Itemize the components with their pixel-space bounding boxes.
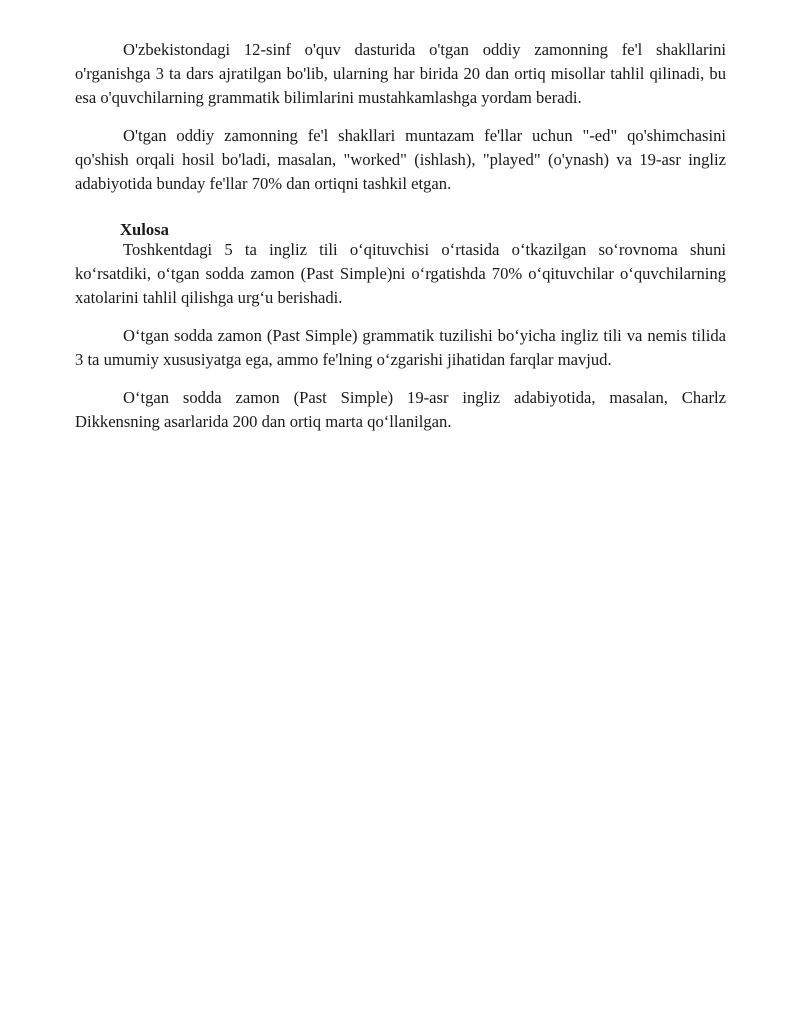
paragraph-survey: Toshkentdagi 5 ta ingliz tili o‘qituvchisi o‘rtasida o‘tkazilgan so‘rovnoma shuni ko‘rsatdiki, o‘tgan sodda zamon (Past Simple)ni o‘rgatishda 70% o‘qituvchilar o‘quvchilarning xatolarini tahlil qilishga urg‘u berishadi. — [75, 240, 726, 307]
paragraph-dickens: O‘tgan sodda zamon (Past Simple) 19-asr ingliz adabiyotida, masalan, Charlz Dikkensning asarlarida 200 dan ortiq marta qo‘llanilgan. — [75, 388, 726, 431]
paragraph-english-german: O‘tgan sodda zamon (Past Simple) grammatik tuzilishi bo‘yicha ingliz tili va nemis tilida 3 ta umumiy xususiyatga ega, ammo fe'lning o‘zgarishi jihatidan farqlar mavjud. — [75, 326, 726, 369]
conclusion-heading: Xulosa — [120, 220, 169, 239]
paragraph-curriculum: O'zbekistondagi 12-sinf o'quv dasturida o'tgan oddiy zamonning fe'l shakllarini o'rganishga 3 ta dars ajratilgan bo'lib, ularning har birida 20 dan ortiq misollar tahlil qilinadi, bu esa o'quvchilarning grammatik bilimlarini mustahkamlashga yordam beradi. — [75, 40, 726, 107]
paragraph-regular-verbs: O'tgan oddiy zamonning fe'l shakllari muntazam fe'llar uchun "-ed" qo'shimchasini qo'shish orqali hosil bo'ladi, masalan, "worked" (ishlash), "played" (o'ynash) va 19-asr ingliz adabiyotida bunday fe'llar 70% dan ortiqni tashkil etgan. — [75, 126, 726, 193]
document-page — [75, 38, 726, 448]
